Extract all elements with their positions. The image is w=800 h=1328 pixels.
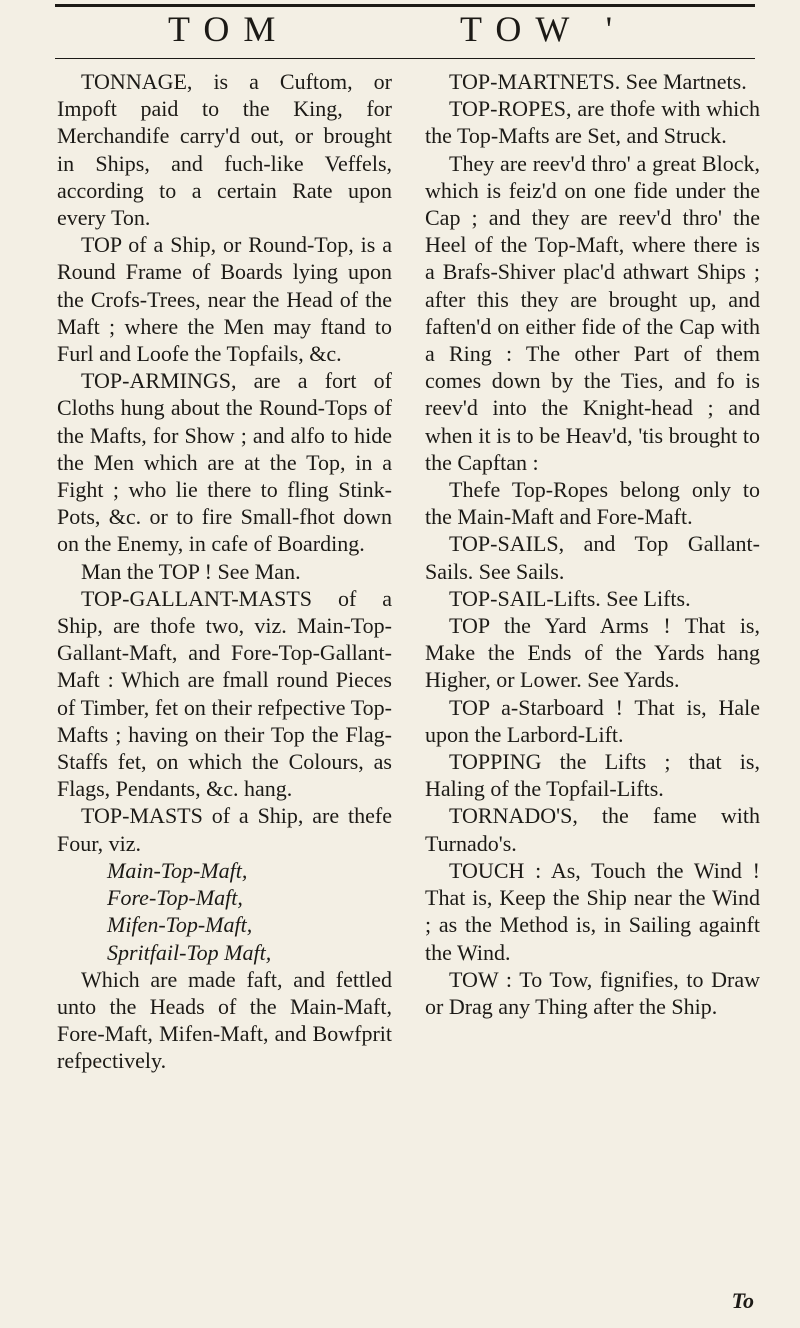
list-entry: Main-Top-Maft, <box>107 857 248 883</box>
dictionary-entry: TOP-ROPES, are thofe with which the Top-Mafts are Set, and Struck. <box>425 96 760 149</box>
list-entry: Spritfail-Top Maft, <box>107 939 272 965</box>
dictionary-entry: TOW : To Tow, fignifies, to Draw or Drag any Thing after the Ship. <box>425 966 760 1019</box>
list-entry: Mifen-Top-Maft, <box>107 912 253 938</box>
dictionary-entry: TORNADO'S, the fame with Turnado's. <box>425 803 760 856</box>
dictionary-entry: TOUCH : As, Touch the Wind ! That is, Keep the Ship near the Wind ; as the Method is, in Sailing againft the Wind. <box>425 857 760 965</box>
header-right-guideword: TOW ' <box>460 9 627 49</box>
right-column <box>425 68 760 1020</box>
dictionary-entry: TONNAGE, is a Cuftom, or Impoft paid to the King, for Merchandife carry'd out, or brought in Ships, and fuch-like Veffels, according to a certain Rate upon every Ton. <box>57 69 392 231</box>
list-entry: Fore-Top-Maft, <box>107 885 243 911</box>
running-header <box>0 8 800 60</box>
dictionary-entry: TOP-MASTS of a Ship, are thefe Four, viz. <box>57 803 392 856</box>
dictionary-entry: TOP-GALLANT-MASTS of a Ship, are thofe two, viz. Main-Top-Gallant-Maft, and Fore-Top-Gallant-Maft : Which are fmall round Pieces of Timber, fet on their refpective Top-Mafts ; having on their Top the Flag-Staffs fet, on which the Colours, as Flags, Pendants, &c. hang. <box>57 585 392 802</box>
dictionary-entry: TOP the Yard Arms ! That is, Make the Ends of the Yards hang Higher, or Lower. See Yards. <box>425 613 760 693</box>
top-rule <box>55 4 755 7</box>
dictionary-entry: Thefe Top-Ropes belong only to the Main-Maft and Fore-Maft. <box>425 477 760 530</box>
dictionary-entry: They are reev'd thro' a great Block, which is feiz'd on one fide under the Cap ; and they are reev'd thro' the Heel of the Top-Maft, where there is a Brafs-Shiver plac'd athwart Ships ; after this they are brought up, and faften'd on either fide of the Cap with a Ring : The other Part of them comes down by the Ties, and fo is reev'd into the Knight-head ; and when it is to be Heav'd, 'tis brought to the Capftan : <box>425 150 760 475</box>
dictionary-entry: TOPPING the Lifts ; that is, Haling of the Topfail-Lifts. <box>425 749 760 802</box>
dictionary-entry: TOP-ARMINGS, are a fort of Cloths hung about the Round-Tops of the Mafts, for Show ; and alfo to hide the Men which are at the Top, in a Fight ; who lie there to fling Stink-Pots, &c. or to fire Small-fhot down on the Enemy, in cafe of Boarding. <box>57 368 392 557</box>
dictionary-entry: TOP-SAIL-Lifts. See Lifts. <box>449 585 691 611</box>
dictionary-entry: TOP of a Ship, or Round-Top, is a Round Frame of Boards lying upon the Crofs-Trees, near the Head of the Maft ; where the Men may ftand to Furl and Loofe the Topfails, &c. <box>57 232 392 367</box>
catchword: To <box>731 1288 754 1313</box>
dictionary-entry: Man the TOP ! See Man. <box>81 558 301 584</box>
dictionary-entry: TOP a-Starboard ! That is, Hale upon the Larbord-Lift. <box>425 694 760 747</box>
header-rule <box>55 58 755 59</box>
left-column <box>57 68 392 1075</box>
header-left-guideword: TOM <box>168 9 290 49</box>
dictionary-entry: Which are made faft, and fettled unto the Heads of the Main-Maft, Fore-Maft, Mifen-Maft, and Bowfprit refpectively. <box>57 966 392 1074</box>
dictionary-entry: TOP-SAILS, and Top Gallant-Sails. See Sails. <box>425 531 760 584</box>
dictionary-entry: TOP-MARTNETS. See Martnets. <box>449 69 747 94</box>
